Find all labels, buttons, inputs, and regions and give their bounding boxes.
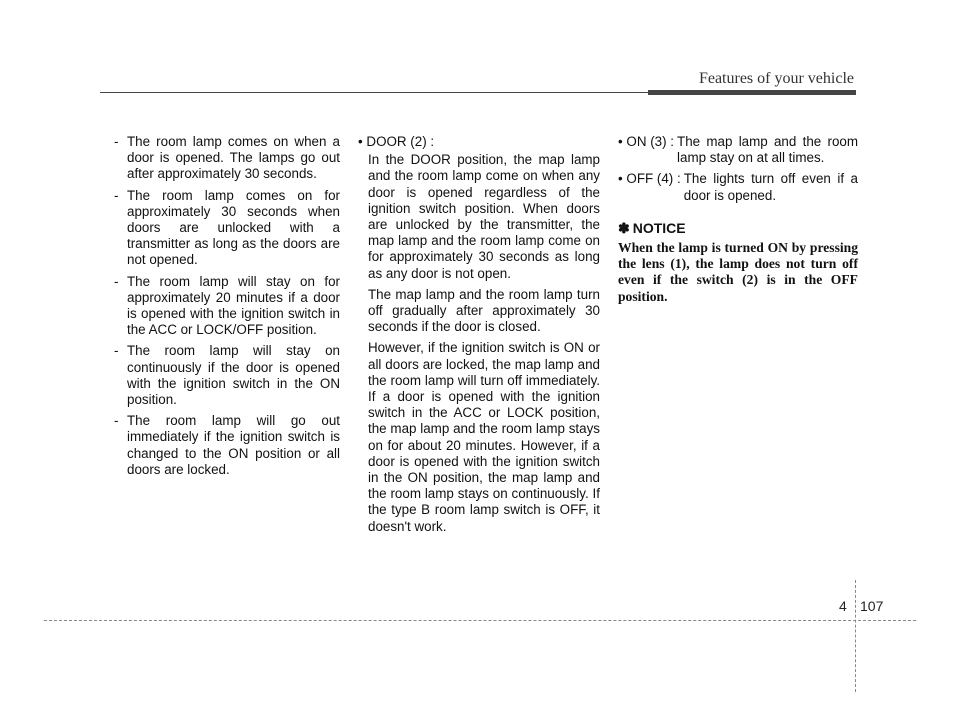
door-heading: • DOOR (2) : [358, 134, 435, 149]
definition-term: • OFF (4) : [618, 171, 681, 187]
door-paragraph: In the DOOR position, the map lamp and the room lamp come on when any door is opened regardless of the ignition switch position. When doors are unlocked by the transmitter, the map lamp and the room lamp come on for approximately 30 seconds as long as any door is not open. [368, 152, 600, 281]
column-2 [358, 134, 600, 540]
list-item: - The room lamp comes on when a door is opened. The lamps go out after approximately 30 seconds. [114, 134, 340, 183]
definition-desc: The map lamp and the room lamp stay on at all times. [677, 134, 858, 166]
list-item: - The room lamp will stay on continuously if the door is opened with the ignition switch in the ON position. [114, 343, 340, 408]
notice-heading [618, 220, 858, 236]
definition-desc: The lights turn off even if a door is opened. [683, 171, 858, 203]
definition-off [618, 171, 858, 203]
page-number: 107 [860, 598, 884, 614]
definition-on [618, 134, 858, 166]
notice-icon: ✽ [618, 219, 630, 236]
list-item: - The room lamp will go out immediately if the ignition switch is changed to the ON position or all doors are locked. [114, 413, 340, 478]
list-item: - The room lamp will stay on for approximately 20 minutes if a door is opened with the ignition switch in the ACC or LOCK/OFF position. [114, 274, 340, 339]
header-rule-accent [648, 90, 856, 95]
door-paragraph: The map lamp and the room lamp turn off gradually after approximately 30 seconds if the door is closed. [368, 286, 600, 335]
notice-body: When the lamp is turned ON by pressing the lens (1), the lamp does not turn off even if the switch (2) is in the OFF position. [618, 240, 858, 304]
column-3 [618, 134, 858, 305]
notice-title: NOTICE [632, 219, 686, 236]
door-paragraph: However, if the ignition switch is ON or all doors are locked, the map lamp and the room lamp will turn off immediately. If a door is opened with the ignition switch in the ACC or LOCK position, the map lamp and the room lamp stays on for about 20 minutes. However, if a door is opened with the ignition switch in the ON position, the map lamp and the room lamp stays on continuously. If the type B room lamp switch is OFF, it doesn't work. [368, 340, 600, 534]
list-item: - The room lamp comes on for approximately 30 seconds when doors are unlocked with a transmitter as long as the doors are not opened. [114, 188, 340, 269]
footer-divider [855, 580, 856, 692]
header-title: Features of your vehicle [698, 70, 854, 87]
chapter-number: 4 [839, 598, 847, 614]
column-1 [114, 134, 340, 483]
definition-term: • ON (3) : [618, 134, 675, 149]
footer-rule [44, 620, 916, 621]
